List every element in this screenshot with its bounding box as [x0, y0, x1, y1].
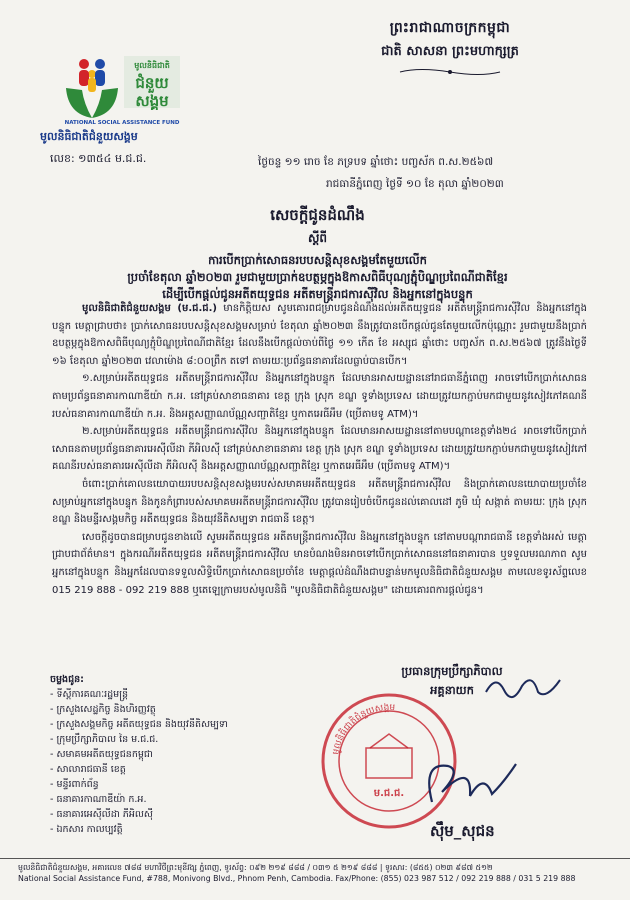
closing-paragraph: សេចក្តីដូចបានជម្រាបជូនខាងលើ សូមអតីតយុទ្ធជន អតីតមន្ត្រីរាជការស៊ីវិល និងអ្នកនៅក្នុងបន្ទុក នៅតាមបណ្តារាជធានី ខេត្តទាំងអស់ មេត្តាជ្រាបជាព័ត៌មាន។ ក្នុងករណីអតីតយុទ្ធជន អតីតមន្ត្រីរាជការស៊ីវិល មានបំណងមិនអាចទៅបើកប្រាក់សោធននៅធនាគារបាន ឬទទួលមរណភាព សូមអ្នកនៅក្នុងបន្ទុក និងអ្នកដែលបានទទួលសិទ្ធិបើកប្រាក់សោធនប្រចាំខែ មេត្តាផ្តល់ដំណឹងជាបន្ទាន់មកមូលនិធិជាតិជំនួយសង្គម តាមលេខទូរស័ព្ទលេខ 015 219 888 - 092 219 888 ឬតេឡេក្រាមរបស់មូលនិធិ "មូលនិធិជាតិជំនួយសង្គម" ដោយគោរពការផ្តល់ជូន។ — [52, 531, 587, 596]
point-3: ចំពោះប្រាក់គោលនយោបាយរបបសន្តិសុខសង្គមរបស់សមាគមអតីតយុទ្ធជន អតីតមន្ត្រីរាជការស៊ីវិល និងប្រាក់គោលនយោបាយប្រចាំខែសម្រាប់អ្នកនៅក្នុងបន្ទុក និងកូនកំព្រារបស់សមាគមអតីតមន្ត្រីរាជការស៊ីវិល ត្រូវបានរៀបចំបើកជូនដល់គោលដៅ ភូមិ ឃុំ សង្កាត់ តាមរយៈ ក្រុង ស្រុក ខណ្ឌ និងមន្ទីរសង្គមកិច្ច អតីតយុទ្ធជន និងយុវនីតិសម្បទា រាជធានី ខេត្ត។ — [52, 478, 587, 526]
cc-item: - ទីស្តីការគណៈរដ្ឋមន្ត្រី — [50, 687, 270, 702]
notice-subject — [40, 252, 595, 303]
cc-heading: ចម្លងជូន: — [50, 674, 84, 685]
cc-item: - ធនាគារកាណាឌីយ៉ា ក.អ. — [50, 792, 270, 807]
cc-item: - ធនាគារអេស៊ីលីដា ភីអិលស៊ី — [50, 807, 270, 822]
header-ornament-icon — [390, 67, 510, 77]
lunar-date: ថ្ងៃចន្ទ ១១ រោច ខែ ភទ្របទ ឆ្នាំថោះ បញ្ចស័ក ព.ស.២៥៦៧ — [258, 156, 494, 168]
svg-text:NATIONAL SOCIAL ASSISTANCE FUN: NATIONAL SOCIAL ASSISTANCE FUND — [64, 120, 180, 126]
notice-body — [52, 300, 587, 599]
footer-khmer: មូលនិធិជាតិជំនួយសង្គម, អគារលេខ ៧៨៨ មហាវិថីព្រះមុនីវង្ស ភ្នំពេញ, ទូរស័ព្ទ: ០៩២ ២១៩ ៨៨៨ / ០៣១ ៥ ២១៩ ៨៨៨ | ទូរសារ: (៨៥៥) ០២៣ ៩៨៧ ៥១២ — [18, 863, 493, 872]
organization-name: មូលនិធិជាតិជំនួយសង្គម — [40, 130, 138, 143]
svg-text:មូលនិធិជាតិជំនួយសង្គម: មូលនិធិជាតិជំនួយសង្គម — [331, 702, 396, 756]
kingdom-title: ព្រះរាជាណាចក្រកម្ពុជា — [389, 20, 511, 36]
signer-title-1: ប្រធានក្រុមប្រឹក្សាភិបាល — [401, 664, 503, 678]
document-footer — [0, 858, 630, 883]
cc-item: - មន្ទីរពាក់ព័ន្ធ — [50, 777, 270, 792]
svg-text:សង្គម: សង្គម — [135, 92, 169, 110]
carbon-copy-list — [50, 672, 270, 837]
signer-name: ស៊ឹម_សុជន — [430, 822, 495, 840]
cc-item: - ក្រសួងសេដ្ឋកិច្ច និងហិរញ្ញវត្ថុ — [50, 702, 270, 717]
solar-date: រាជធានីភ្នំពេញ ថ្ងៃទី ១០ ខែ តុលា ឆ្នាំ២០២៣ — [326, 178, 504, 190]
handwritten-signature-icon — [412, 752, 522, 812]
svg-text:មូលនិធិជាតិ: មូលនិធិជាតិ — [134, 61, 170, 70]
initial-signature-icon — [480, 666, 570, 706]
cc-item: - ក្រសួងសង្គមកិច្ច អតីតយុទ្ធជន និងយុវនីតិសម្បទា — [50, 717, 270, 732]
cc-item: - សមាគមអតីតយុទ្ធជនកម្ពុជា — [50, 747, 270, 762]
subject-line: ដើម្បីបើកផ្តល់ជូនអតីតយុទ្ធជន អតីតមន្ត្រីរាជការស៊ីវិល និងអ្នកនៅក្នុងបន្ទុក — [162, 287, 473, 301]
cc-item: - ក្រុមប្រឹក្សាភិបាល នៃ ម.ជ.ជ. — [50, 732, 270, 747]
point-2: ២.សម្រាប់អតីតយុទ្ធជន អតីតមន្ត្រីរាជការស៊ីវិល និងអ្នកនៅក្នុងបន្ទុក ដែលមានអាសយដ្ឋាននៅតាមបណ្តាខេត្តទាំង២៤ អាចទៅបើកប្រាក់សោធនតាមប្រព័ន្ធធនាគារអេស៊ីលីដា ភីអិលស៊ី នៅគ្រប់សាខាធនាគារ ខេត្ត ក្រុង ស្រុក ខណ្ឌ ទូទាំងប្រទេស ដោយត្រូវយកភ្ជាប់មកជាមួយនូវសៀវភៅគណនីរបស់ធនាគារអេស៊ីលីដា ភីអិលស៊ី និងអត្តសញ្ញាណប័ណ្ណសញ្ជាតិខ្មែរ ឬកាតអេធីអឹម (ប្រើតាមទូ ATM)។ — [52, 426, 587, 473]
reference-number: លេខ: ១៣៥៤ ម.ជ.ជ. — [50, 152, 147, 165]
svg-text:ជំនួយ: ជំនួយ — [135, 74, 169, 92]
intro-organization: មូលនិធិជាតិជំនួយសង្គម (ម.ជ.ជ.) — [82, 303, 217, 314]
national-motto: ជាតិ សាសនា ព្រះមហាក្សត្រ — [381, 44, 519, 59]
nsaf-logo-icon — [62, 48, 182, 128]
footer-english: National Social Assistance Fund, #788, Monivong Blvd., Phnom Penh, Cambodia. Fax/Phone: (855) 023 987 512 / 092 219 888 / 031 5 219 888 — [18, 874, 576, 883]
svg-text:ម.ជ.ជ.: ម.ជ.ជ. — [373, 788, 405, 799]
intro-paragraph — [52, 300, 587, 370]
signer-title-2: អគ្គនាយក — [430, 683, 474, 697]
cc-item: - សាលារាជធានី ខេត្ត — [50, 762, 270, 777]
subject-line: ប្រចាំខែតុលា ឆ្នាំ២០២៣ រួមជាមួយប្រាក់ឧបត្ថម្ភក្នុងឱកាសពិធីបុណ្យភ្ជុំបិណ្ឌប្រពៃណីជាតិខ្មែរ — [127, 270, 508, 284]
cc-item: - ឯកសារ កាលប្បវត្តិ — [50, 822, 270, 837]
notice-title-block — [40, 206, 595, 303]
subject-line: ការបើកប្រាក់សោធនរបបសន្តិសុខសង្គមតែមួយលើក — [208, 253, 427, 267]
notice-title: សេចក្តីជូនដំណឹង — [270, 206, 365, 224]
notice-subtitle: ស្តីពី — [307, 231, 328, 245]
intro-text: មានកិត្តិយស សូមគោរពជម្រាបជូនដំណឹងដល់អតីតយុទ្ធជន អតីតមន្ត្រីរាជការស៊ីវិល និងអ្នកនៅក្នុងបន្ទុក មេត្តាជ្រាបថា៖ ប្រាក់សោធនរបបសន្តិសុខសង្គមសម្រាប់ ខែតុលា ឆ្នាំ២០២៣ នឹងត្រូវបានបើកផ្តល់ជូនតែមួយលើកប៉ុណ្ណោះ រួមជាមួយនឹងប្រាក់ឧបត្ថម្ភក្នុងឱកាសពិធីបុណ្យភ្ជុំបិណ្ឌប្រពៃណីជាតិខ្មែរ ដែលនឹងបើកផ្តល់ចាប់ពីថ្ងៃ ១១ កើត ខែ អស្សុជ ឆ្នាំថោះ បញ្ចស័ក ព.ស.២៥៦៧ ត្រូវនឹងថ្ងៃទី ១៦ ខែតុលា ឆ្នាំ២០២៣ វេលាម៉ោង ៨:០០ព្រឹក តទៅ តាមរយៈប្រព័ន្ធធនាគារដែលធ្លាប់បានបើក។ — [52, 303, 587, 367]
point-1: ១.សម្រាប់អតីតយុទ្ធជន អតីតមន្ត្រីរាជការស៊ីវិល និងអ្នកនៅក្នុងបន្ទុក ដែលមានអាសយដ្ឋាននៅរាជធានីភ្នំពេញ អាចទៅបើកប្រាក់សោធនតាមប្រព័ន្ធធនាគារកាណាឌីយ៉ា ក.អ. នៅគ្រប់សាខាធនាគារ ខេត្ត ក្រុង ស្រុក ខណ្ឌ ទូទាំងប្រទេស ដោយត្រូវយកភ្ជាប់មកជាមួយនូវសៀវភៅគណនីរបស់ធនាគារកាណាឌីយ៉ា ក.អ. និងអត្តសញ្ញាណប័ណ្ណសញ្ជាតិខ្មែរ ឬកាតអេធីអឹម (ប្រើតាមទូ ATM)។ — [52, 373, 587, 420]
kingdom-header — [300, 18, 600, 81]
